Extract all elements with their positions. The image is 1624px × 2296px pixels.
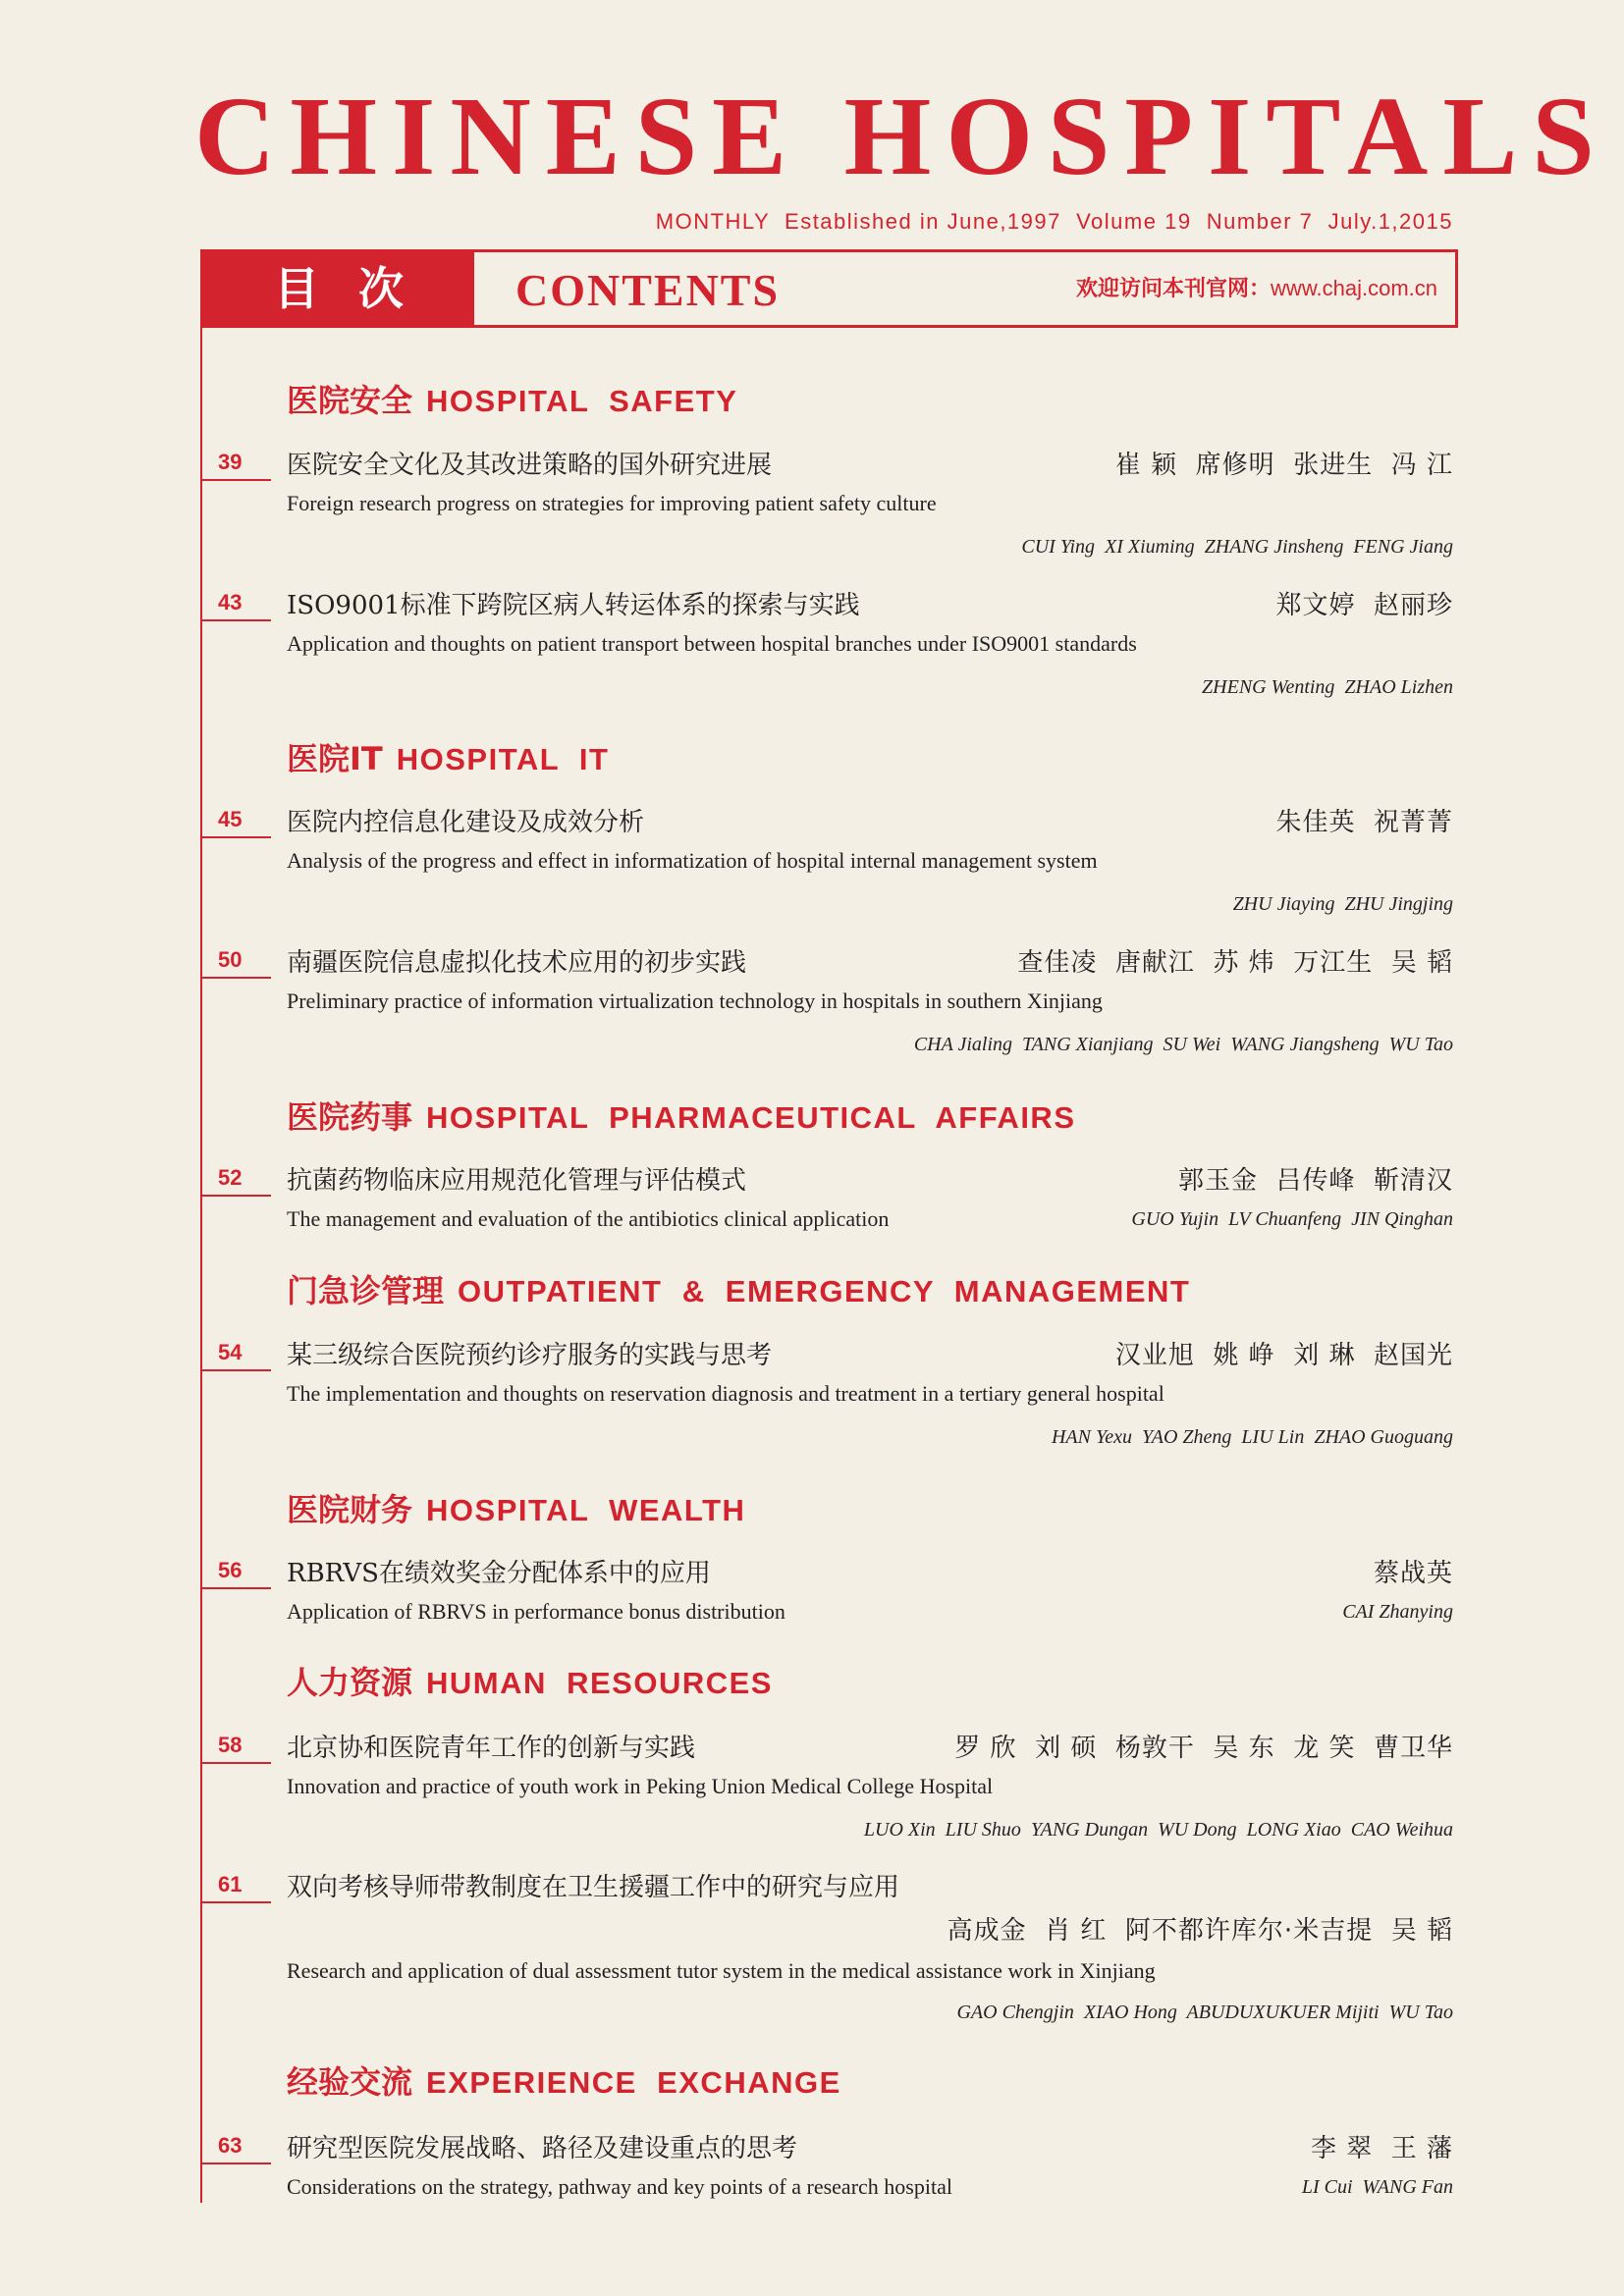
- page-rule: [200, 619, 271, 621]
- section-cn: 医院财务: [287, 1491, 413, 1528]
- article-title-en[interactable]: Considerations on the strategy, pathway and key points of a research hospital: [287, 2174, 952, 2199]
- authors-en: CUI Ying XI Xiuming ZHANG Jinsheng FENG Jiang: [1021, 536, 1453, 558]
- section-heading: [287, 1490, 745, 1530]
- article-title-cn[interactable]: 医院内控信息化建设及成效分析: [287, 808, 645, 837]
- section-cn: 人力资源: [287, 1664, 413, 1701]
- page-number: 52: [218, 1165, 243, 1190]
- issue-info: MONTHLY Established in June,1997 Volume 19 Number 7 July.1,2015: [655, 209, 1453, 234]
- website-url[interactable]: www.chaj.com.cn: [1271, 276, 1437, 300]
- contents-en-label: CONTENTS: [515, 265, 781, 315]
- article-title-en[interactable]: Application of RBRVS in performance bonus distribution: [287, 1599, 785, 1624]
- page-number: 43: [218, 590, 243, 614]
- contents-cn-label: 目次: [203, 252, 474, 325]
- page-number: 54: [218, 1340, 243, 1364]
- section-cn: 门急诊管理: [287, 1272, 445, 1309]
- article-title-en[interactable]: Analysis of the progress and effect in informatization of hospital internal management system: [287, 848, 1098, 873]
- authors-en: ZHENG Wenting ZHAO Lizhen: [1202, 676, 1453, 698]
- page-number: 45: [218, 807, 243, 831]
- article-title-en[interactable]: Innovation and practice of youth work in Peking Union Medical College Hospital: [287, 1774, 994, 1798]
- article-title-cn[interactable]: 北京协和医院青年工作的创新与实践: [287, 1734, 696, 1763]
- section-heading: [287, 1663, 773, 1703]
- section-cn: 医院药事: [287, 1098, 413, 1136]
- section-heading: [287, 381, 737, 421]
- left-rule: [200, 324, 202, 2203]
- section-en: HOSPITAL PHARMACEUTICAL AFFAIRS: [426, 1100, 1076, 1135]
- page-rule: [200, 479, 271, 481]
- page-rule: [200, 2163, 271, 2164]
- page-number: 39: [218, 450, 243, 474]
- article-title-en[interactable]: Research and application of dual assessment tutor system in the medical assistance work in Xinjiang: [287, 1958, 1156, 1983]
- article-title-en[interactable]: Foreign research progress on strategies for improving patient safety culture: [287, 491, 937, 515]
- article-title-cn[interactable]: 某三级综合医院预约诊疗服务的实践与思考: [287, 1341, 773, 1370]
- authors-cn: 崔 颖 席修明 张进生 冯 江: [1114, 451, 1453, 480]
- article-title-en[interactable]: The implementation and thoughts on reservation diagnosis and treatment in a tertiary general hospital: [287, 1381, 1164, 1406]
- section-cn: 医院IT: [287, 740, 383, 777]
- article-title-cn[interactable]: ISO9001标准下跨院区病人转运体系的探索与实践: [287, 591, 860, 620]
- page-rule: [200, 1195, 271, 1197]
- section-heading: [287, 1271, 1190, 1311]
- article-title-en[interactable]: Preliminary practice of information virtualization technology in hospitals in southern Xinjiang: [287, 988, 1103, 1013]
- authors-en: CHA Jialing TANG Xianjiang SU Wei WANG Jiangsheng WU Tao: [913, 1034, 1453, 1055]
- page-rule: [200, 977, 271, 979]
- section-en: HOSPITAL WEALTH: [426, 1493, 746, 1527]
- section-cn: 医院安全: [287, 382, 413, 419]
- page-rule: [200, 1762, 271, 1764]
- authors-cn: 李 翠 王 藩: [1310, 2134, 1453, 2163]
- page-rule: [200, 836, 271, 838]
- authors-en: LI Cui WANG Fan: [1301, 2176, 1453, 2198]
- article-title-cn[interactable]: 研究型医院发展战略、路径及建设重点的思考: [287, 2134, 798, 2163]
- section-cn: 经验交流: [287, 2063, 413, 2101]
- section-en: EXPERIENCE EXCHANGE: [426, 2065, 841, 2100]
- authors-en: GUO Yujin LV Chuanfeng JIN Qinghan: [1131, 1208, 1453, 1230]
- page-rule: [200, 1587, 271, 1589]
- article-title-cn[interactable]: RBRVS在绩效奖金分配体系中的应用: [287, 1559, 711, 1588]
- section-heading: [287, 1097, 1076, 1138]
- authors-cn: 高成金 肖 红 阿不都许库尔·米吉提 吴 韬: [947, 1916, 1453, 1946]
- website-link[interactable]: [1076, 252, 1437, 325]
- page-number: 58: [218, 1733, 243, 1757]
- page-rule: [200, 1901, 271, 1903]
- authors-en: HAN Yexu YAO Zheng LIU Lin ZHAO Guoguang: [1051, 1426, 1453, 1448]
- page-number: 61: [218, 1872, 243, 1896]
- authors-cn: 蔡战英: [1373, 1559, 1453, 1588]
- authors-en: GAO Chengjin XIAO Hong ABUDUXUKUER Mijiti WU Tao: [956, 2002, 1453, 2023]
- authors-cn: 郑文婷 赵丽珍: [1275, 591, 1453, 620]
- section-en: HOSPITAL SAFETY: [426, 384, 738, 418]
- authors-cn: 查佳凌 唐献江 苏 炜 万江生 吴 韬: [1017, 948, 1453, 978]
- authors-en: ZHU Jiaying ZHU Jingjing: [1232, 893, 1453, 915]
- contents-header-bar: [200, 249, 1458, 328]
- article-title-cn[interactable]: 抗菌药物临床应用规范化管理与评估模式: [287, 1166, 747, 1196]
- article-title-cn[interactable]: 医院安全文化及其改进策略的国外研究进展: [287, 451, 773, 480]
- article-title-cn[interactable]: 南疆医院信息虚拟化技术应用的初步实践: [287, 948, 747, 978]
- article-title-cn[interactable]: 双向考核导师带教制度在卫生援疆工作中的研究与应用: [287, 1873, 900, 1902]
- authors-cn: 汉业旭 姚 峥 刘 琳 赵国光: [1114, 1341, 1453, 1370]
- section-en: OUTPATIENT & EMERGENCY MANAGEMENT: [458, 1274, 1191, 1308]
- authors-cn: 郭玉金 吕传峰 靳清汉: [1177, 1166, 1453, 1196]
- authors-en: CAI Zhanying: [1342, 1601, 1453, 1623]
- journal-title: CHINESE HOSPITALS: [194, 74, 1609, 198]
- authors-cn: 罗 欣 刘 硕 杨敦干 吴 东 龙 笑 曹卫华: [954, 1734, 1453, 1763]
- page-number: 50: [218, 947, 243, 972]
- section-en: HUMAN RESOURCES: [426, 1666, 773, 1700]
- section-heading: [287, 739, 609, 779]
- page-rule: [200, 1369, 271, 1371]
- authors-cn: 朱佳英 祝菁菁: [1275, 808, 1453, 837]
- authors-en: LUO Xin LIU Shuo YANG Dungan WU Dong LONG Xiao CAO Weihua: [863, 1819, 1453, 1841]
- page-number: 63: [218, 2133, 243, 2158]
- page-number: 56: [218, 1558, 243, 1582]
- section-heading: [287, 2062, 841, 2103]
- article-title-en[interactable]: The management and evaluation of the antibiotics clinical application: [287, 1206, 890, 1231]
- website-label: 欢迎访问本刊官网：: [1076, 276, 1272, 300]
- section-en: HOSPITAL IT: [396, 742, 610, 776]
- article-title-en[interactable]: Application and thoughts on patient transport between hospital branches under ISO9001 standards: [287, 631, 1137, 656]
